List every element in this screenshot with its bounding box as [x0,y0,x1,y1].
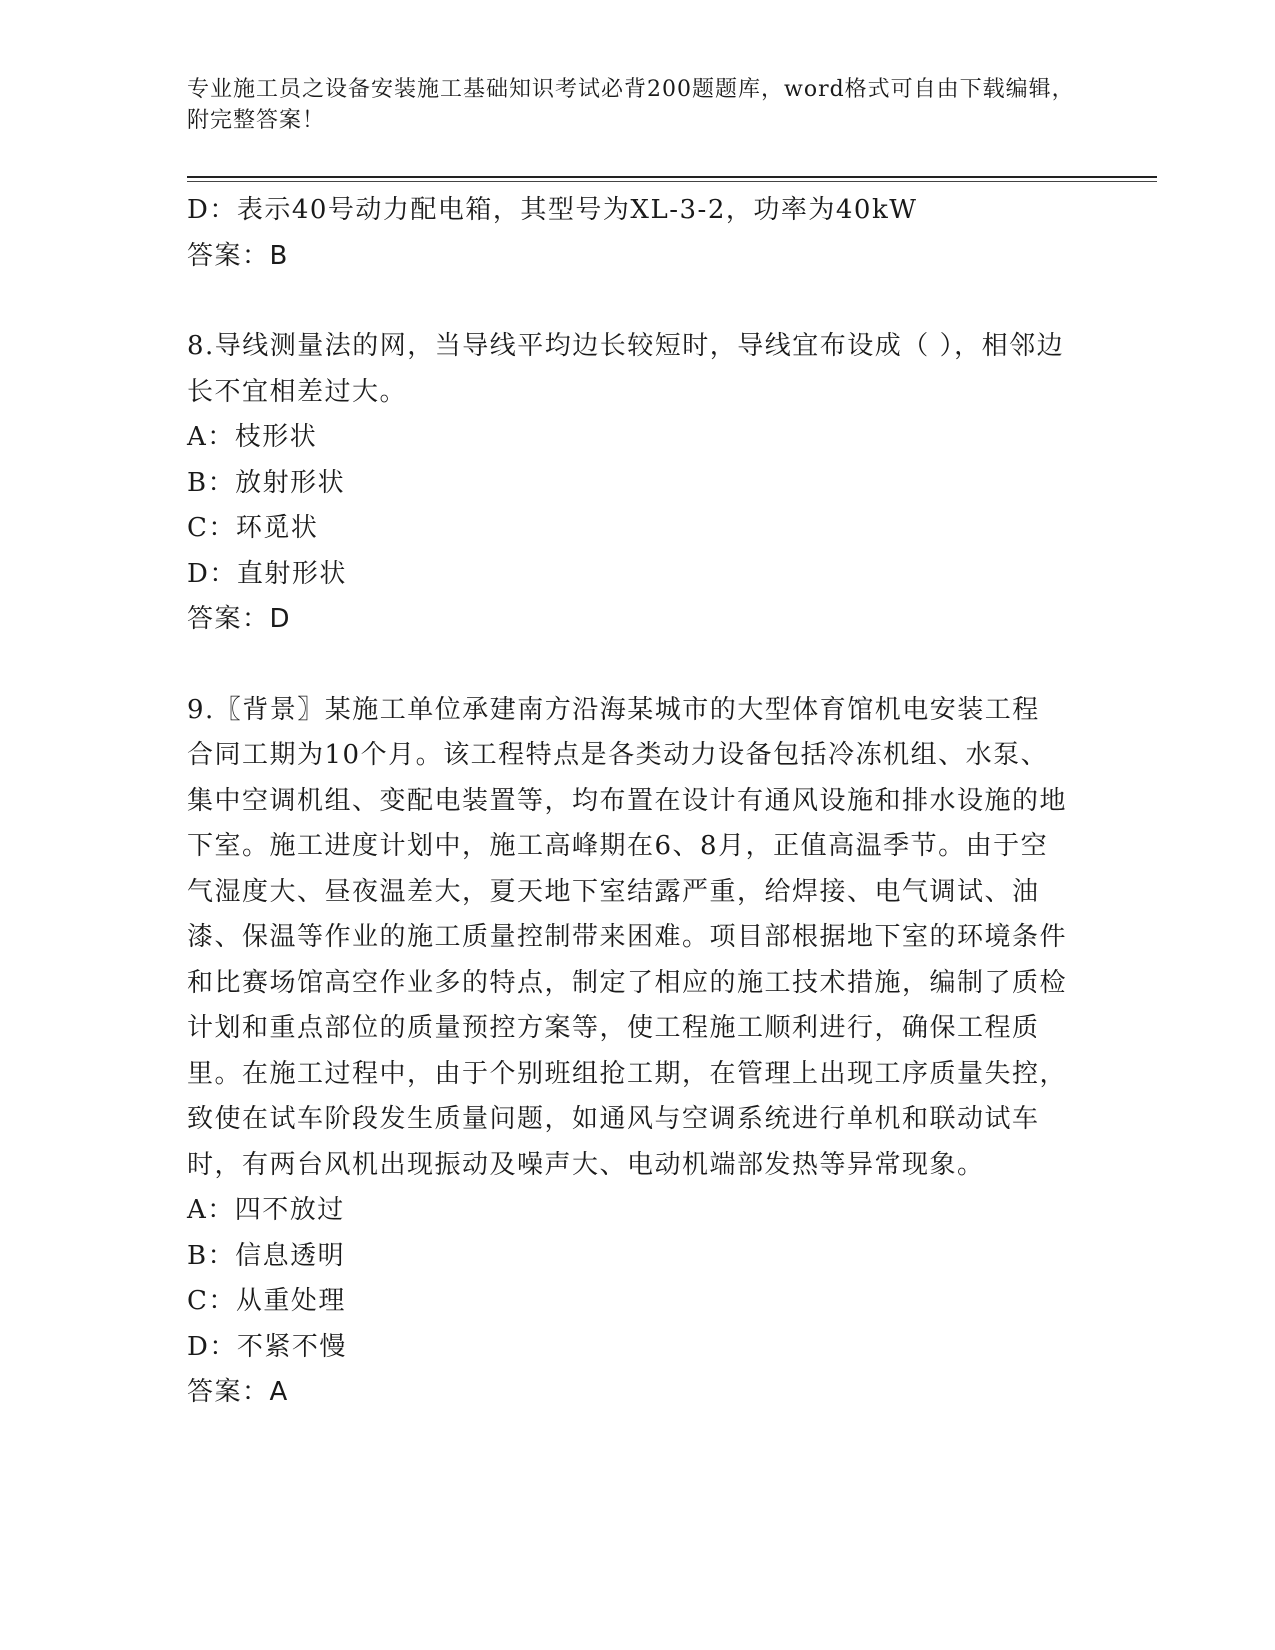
question-8-option-d: D：直射形状 [187,558,347,589]
question-9-answer: 答案：A [187,1377,289,1407]
header-divider-thin [187,181,1157,182]
page-header [187,74,1087,136]
question-9-option-c: C：从重处理 [187,1286,346,1316]
question-9-option-d: D：不紧不慢 [187,1331,347,1362]
spacer [187,279,1087,324]
question-8-stem: 8.导线测量法的网，当导线平均边长较短时，导线宜布设成（ ），相邻边长不宜相差过大。 [187,331,1065,407]
header-divider [187,176,1157,178]
spacer [187,643,1087,688]
document-body [187,188,1087,1416]
question-8-option-c: C：环觅状 [187,513,319,543]
question-9-option-b: B：信息透明 [187,1240,346,1271]
header-title: 专业施工员之设备安装施工基础知识考试必背200题题库，word格式可自由下载编辑，附完整答案！ [187,77,1075,133]
question-8-answer: 答案：D [187,604,292,634]
question-8-option-b: B：放射形状 [187,467,346,498]
prev-answer: 答案：B [187,240,289,271]
question-9-stem: 9.〖背景〗某施工单位承建南方沿海某城市的大型体育馆机电安装工程合同工期为10个月。该工程特点是各类动力设备包括冷冻机组、水泵、集中空调机组、变配电装置等，均布置在设计有通风设施和排水设施的地下室。施工进度计划中，施工高峰期在6、8月，正值高温季节。由于空气湿度大、昼夜温差大，夏天地下室结露严重，给焊接、电气调试、油漆、保温等作业的施工质量控制带来困难。项目部根据地下室的环境条件和比赛场馆高空作业多的特点，制定了相应的施工技术措施，编制了质检计划和重点部位的质量预控方案等，使工程施工顺利进行，确保工程质里。在施工过程中，由于个别班组抢工期，在管理上出现工序质量失控，致使在试车阶段发生质量问题，如通风与空调系统进行单机和联动试车时，有两台风机出现振动及噪声大、电动机端部发热等异常现象。 [187,694,1068,1180]
question-9-option-a: A：四不放过 [187,1195,345,1225]
prev-option-d: D：表示40号动力配电箱，其型号为XL-3-2，功率为40kW [187,195,918,225]
question-8-option-a: A：枝形状 [187,422,318,452]
